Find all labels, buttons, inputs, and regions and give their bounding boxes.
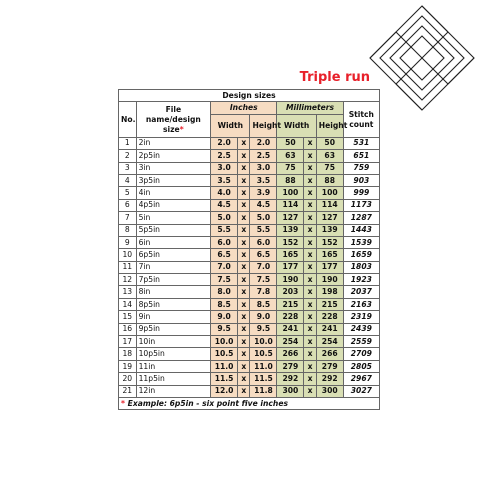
table-row — [119, 323, 380, 335]
row-stitch-count: 2037 — [343, 286, 379, 298]
row-inch-x: x — [238, 199, 250, 211]
row-file-name: 10p5in — [136, 348, 211, 360]
row-inch-width: 5.0 — [211, 212, 238, 224]
table-row — [119, 174, 380, 186]
row-inch-width: 2.0 — [211, 137, 238, 149]
footnote: * Example: 6p5in - six point five inches — [119, 397, 380, 409]
row-inch-x: x — [238, 298, 250, 310]
row-inch-width: 12.0 — [211, 385, 238, 397]
row-number: 11 — [119, 261, 137, 273]
row-inch-x: x — [238, 360, 250, 372]
row-mm-height: 152 — [316, 236, 343, 248]
design-sizes-table — [118, 89, 380, 410]
row-mm-width: 139 — [277, 224, 304, 236]
table-row — [119, 236, 380, 248]
row-inch-width: 4.0 — [211, 187, 238, 199]
header-inches: Inches — [211, 102, 277, 114]
row-mm-x: x — [304, 212, 316, 224]
row-mm-height: 279 — [316, 360, 343, 372]
row-mm-height: 254 — [316, 336, 343, 348]
row-inch-width: 6.5 — [211, 249, 238, 261]
row-file-name: 8in — [136, 286, 211, 298]
header-millimeters: Millimeters — [277, 102, 343, 114]
row-inch-height: 6.0 — [250, 236, 277, 248]
row-inch-height: 9.0 — [250, 311, 277, 323]
row-stitch-count: 2805 — [343, 360, 379, 372]
row-number: 12 — [119, 274, 137, 286]
table-row — [119, 162, 380, 174]
row-mm-width: 114 — [277, 199, 304, 211]
table-row — [119, 348, 380, 360]
row-inch-width: 10.5 — [211, 348, 238, 360]
row-mm-height: 165 — [316, 249, 343, 261]
row-inch-width: 5.5 — [211, 224, 238, 236]
row-inch-x: x — [238, 162, 250, 174]
table-row — [119, 249, 380, 261]
row-stitch-count: 903 — [343, 174, 379, 186]
table-row — [119, 150, 380, 162]
row-inch-width: 9.0 — [211, 311, 238, 323]
table-row — [119, 137, 380, 149]
row-inch-height: 6.5 — [250, 249, 277, 261]
row-file-name: 7p5in — [136, 274, 211, 286]
row-mm-height: 139 — [316, 224, 343, 236]
row-mm-height: 100 — [316, 187, 343, 199]
row-mm-height: 198 — [316, 286, 343, 298]
row-stitch-count: 531 — [343, 137, 379, 149]
row-stitch-count: 1659 — [343, 249, 379, 261]
row-mm-width: 241 — [277, 323, 304, 335]
header-inch-width: Width — [211, 114, 250, 137]
row-stitch-count: 999 — [343, 187, 379, 199]
row-inch-width: 10.0 — [211, 336, 238, 348]
row-mm-width: 266 — [277, 348, 304, 360]
row-inch-x: x — [238, 323, 250, 335]
row-mm-width: 50 — [277, 137, 304, 149]
table-row — [119, 298, 380, 310]
row-stitch-count: 1287 — [343, 212, 379, 224]
row-inch-x: x — [238, 261, 250, 273]
row-number: 6 — [119, 199, 137, 211]
row-mm-width: 100 — [277, 187, 304, 199]
row-mm-width: 203 — [277, 286, 304, 298]
row-number: 20 — [119, 373, 137, 385]
row-inch-height: 2.5 — [250, 150, 277, 162]
row-inch-x: x — [238, 212, 250, 224]
row-mm-width: 215 — [277, 298, 304, 310]
row-mm-x: x — [304, 249, 316, 261]
row-inch-height: 5.5 — [250, 224, 277, 236]
row-mm-width: 75 — [277, 162, 304, 174]
row-mm-x: x — [304, 373, 316, 385]
header-inch-height: Height — [250, 114, 277, 137]
row-stitch-count: 2439 — [343, 323, 379, 335]
row-inch-height: 3.0 — [250, 162, 277, 174]
row-number: 19 — [119, 360, 137, 372]
row-number: 21 — [119, 385, 137, 397]
row-stitch-count: 1443 — [343, 224, 379, 236]
row-file-name: 3p5in — [136, 174, 211, 186]
row-inch-height: 9.5 — [250, 323, 277, 335]
row-file-name: 7in — [136, 261, 211, 273]
row-stitch-count: 2967 — [343, 373, 379, 385]
row-mm-x: x — [304, 187, 316, 199]
row-mm-x: x — [304, 150, 316, 162]
row-stitch-count: 651 — [343, 150, 379, 162]
row-mm-height: 292 — [316, 373, 343, 385]
row-number: 18 — [119, 348, 137, 360]
row-mm-x: x — [304, 336, 316, 348]
row-file-name: 9in — [136, 311, 211, 323]
row-file-name: 2p5in — [136, 150, 211, 162]
table-row — [119, 336, 380, 348]
row-inch-height: 2.0 — [250, 137, 277, 149]
row-mm-x: x — [304, 298, 316, 310]
row-inch-x: x — [238, 348, 250, 360]
row-mm-x: x — [304, 261, 316, 273]
row-mm-x: x — [304, 323, 316, 335]
row-file-name: 8p5in — [136, 298, 211, 310]
row-inch-width: 8.0 — [211, 286, 238, 298]
row-inch-x: x — [238, 150, 250, 162]
row-mm-height: 75 — [316, 162, 343, 174]
row-number: 7 — [119, 212, 137, 224]
row-mm-height: 114 — [316, 199, 343, 211]
row-file-name: 3in — [136, 162, 211, 174]
row-stitch-count: 2559 — [343, 336, 379, 348]
header-stitch-count: Stitch count — [343, 102, 379, 137]
row-number: 14 — [119, 298, 137, 310]
row-stitch-count: 1173 — [343, 199, 379, 211]
row-inch-x: x — [238, 137, 250, 149]
table-row — [119, 360, 380, 372]
row-inch-x: x — [238, 224, 250, 236]
row-inch-height: 10.0 — [250, 336, 277, 348]
row-mm-x: x — [304, 137, 316, 149]
table-row — [119, 385, 380, 397]
row-mm-width: 190 — [277, 274, 304, 286]
row-mm-x: x — [304, 236, 316, 248]
row-stitch-count: 759 — [343, 162, 379, 174]
table-row — [119, 286, 380, 298]
row-inch-width: 4.5 — [211, 199, 238, 211]
row-inch-height: 11.8 — [250, 385, 277, 397]
row-inch-x: x — [238, 286, 250, 298]
row-mm-x: x — [304, 274, 316, 286]
row-mm-height: 50 — [316, 137, 343, 149]
row-file-name: 11in — [136, 360, 211, 372]
row-mm-width: 254 — [277, 336, 304, 348]
row-inch-x: x — [238, 311, 250, 323]
row-file-name: 11p5in — [136, 373, 211, 385]
row-inch-height: 3.9 — [250, 187, 277, 199]
row-mm-width: 228 — [277, 311, 304, 323]
row-mm-width: 152 — [277, 236, 304, 248]
row-mm-x: x — [304, 162, 316, 174]
row-mm-height: 241 — [316, 323, 343, 335]
row-stitch-count: 1803 — [343, 261, 379, 273]
table-row — [119, 311, 380, 323]
table-row — [119, 274, 380, 286]
row-file-name: 5in — [136, 212, 211, 224]
row-mm-x: x — [304, 311, 316, 323]
row-mm-height: 88 — [316, 174, 343, 186]
row-mm-height: 177 — [316, 261, 343, 273]
row-stitch-count: 2709 — [343, 348, 379, 360]
header-mm-height: Height — [316, 114, 343, 137]
row-number: 3 — [119, 162, 137, 174]
row-number: 5 — [119, 187, 137, 199]
row-file-name: 9p5in — [136, 323, 211, 335]
row-file-name: 6in — [136, 236, 211, 248]
row-file-name: 10in — [136, 336, 211, 348]
table-row — [119, 199, 380, 211]
row-inch-width: 6.0 — [211, 236, 238, 248]
row-mm-height: 127 — [316, 212, 343, 224]
row-number: 17 — [119, 336, 137, 348]
row-inch-width: 9.5 — [211, 323, 238, 335]
row-inch-x: x — [238, 373, 250, 385]
row-file-name: 4p5in — [136, 199, 211, 211]
row-inch-x: x — [238, 336, 250, 348]
row-mm-height: 190 — [316, 274, 343, 286]
row-stitch-count: 3027 — [343, 385, 379, 397]
row-inch-width: 11.0 — [211, 360, 238, 372]
row-mm-x: x — [304, 224, 316, 236]
diamond-lattice-icon — [368, 4, 476, 112]
row-mm-width: 127 — [277, 212, 304, 224]
row-number: 10 — [119, 249, 137, 261]
row-inch-height: 10.5 — [250, 348, 277, 360]
row-inch-height: 3.5 — [250, 174, 277, 186]
row-inch-x: x — [238, 385, 250, 397]
row-inch-width: 8.5 — [211, 298, 238, 310]
row-mm-width: 292 — [277, 373, 304, 385]
header-file-name: File name/design size* — [136, 102, 211, 137]
row-inch-width: 3.5 — [211, 174, 238, 186]
row-number: 8 — [119, 224, 137, 236]
header-no: No. — [119, 102, 137, 137]
row-number: 16 — [119, 323, 137, 335]
row-file-name: 12in — [136, 385, 211, 397]
row-mm-width: 88 — [277, 174, 304, 186]
row-number: 9 — [119, 236, 137, 248]
row-inch-height: 7.8 — [250, 286, 277, 298]
row-inch-width: 3.0 — [211, 162, 238, 174]
row-mm-height: 266 — [316, 348, 343, 360]
row-inch-x: x — [238, 174, 250, 186]
row-inch-width: 11.5 — [211, 373, 238, 385]
row-stitch-count: 1539 — [343, 236, 379, 248]
row-number: 13 — [119, 286, 137, 298]
row-mm-width: 165 — [277, 249, 304, 261]
row-inch-height: 5.0 — [250, 212, 277, 224]
row-inch-height: 11.5 — [250, 373, 277, 385]
row-inch-height: 11.0 — [250, 360, 277, 372]
row-mm-width: 63 — [277, 150, 304, 162]
row-inch-x: x — [238, 249, 250, 261]
row-mm-height: 63 — [316, 150, 343, 162]
row-inch-x: x — [238, 236, 250, 248]
row-mm-x: x — [304, 360, 316, 372]
row-inch-width: 7.0 — [211, 261, 238, 273]
row-mm-height: 300 — [316, 385, 343, 397]
row-inch-x: x — [238, 187, 250, 199]
row-mm-height: 228 — [316, 311, 343, 323]
row-inch-width: 7.5 — [211, 274, 238, 286]
row-number: 1 — [119, 137, 137, 149]
row-inch-height: 7.0 — [250, 261, 277, 273]
row-inch-height: 8.5 — [250, 298, 277, 310]
row-inch-height: 7.5 — [250, 274, 277, 286]
row-mm-x: x — [304, 199, 316, 211]
row-mm-width: 300 — [277, 385, 304, 397]
row-mm-x: x — [304, 286, 316, 298]
page-title: Triple run — [299, 70, 370, 85]
row-stitch-count: 2319 — [343, 311, 379, 323]
row-file-name: 6p5in — [136, 249, 211, 261]
row-mm-x: x — [304, 174, 316, 186]
row-number: 15 — [119, 311, 137, 323]
row-number: 2 — [119, 150, 137, 162]
row-file-name: 2in — [136, 137, 211, 149]
row-number: 4 — [119, 174, 137, 186]
row-file-name: 5p5in — [136, 224, 211, 236]
table-row — [119, 224, 380, 236]
table-row — [119, 373, 380, 385]
table-row — [119, 261, 380, 273]
row-stitch-count: 1923 — [343, 274, 379, 286]
row-mm-x: x — [304, 385, 316, 397]
header-mm-width: Width — [277, 114, 316, 137]
table-caption: Design sizes — [119, 90, 380, 102]
row-mm-height: 215 — [316, 298, 343, 310]
row-file-name: 4in — [136, 187, 211, 199]
table-row — [119, 187, 380, 199]
row-mm-width: 279 — [277, 360, 304, 372]
row-inch-x: x — [238, 274, 250, 286]
row-stitch-count: 2163 — [343, 298, 379, 310]
row-mm-x: x — [304, 348, 316, 360]
row-mm-width: 177 — [277, 261, 304, 273]
row-inch-height: 4.5 — [250, 199, 277, 211]
row-inch-width: 2.5 — [211, 150, 238, 162]
table-row — [119, 212, 380, 224]
